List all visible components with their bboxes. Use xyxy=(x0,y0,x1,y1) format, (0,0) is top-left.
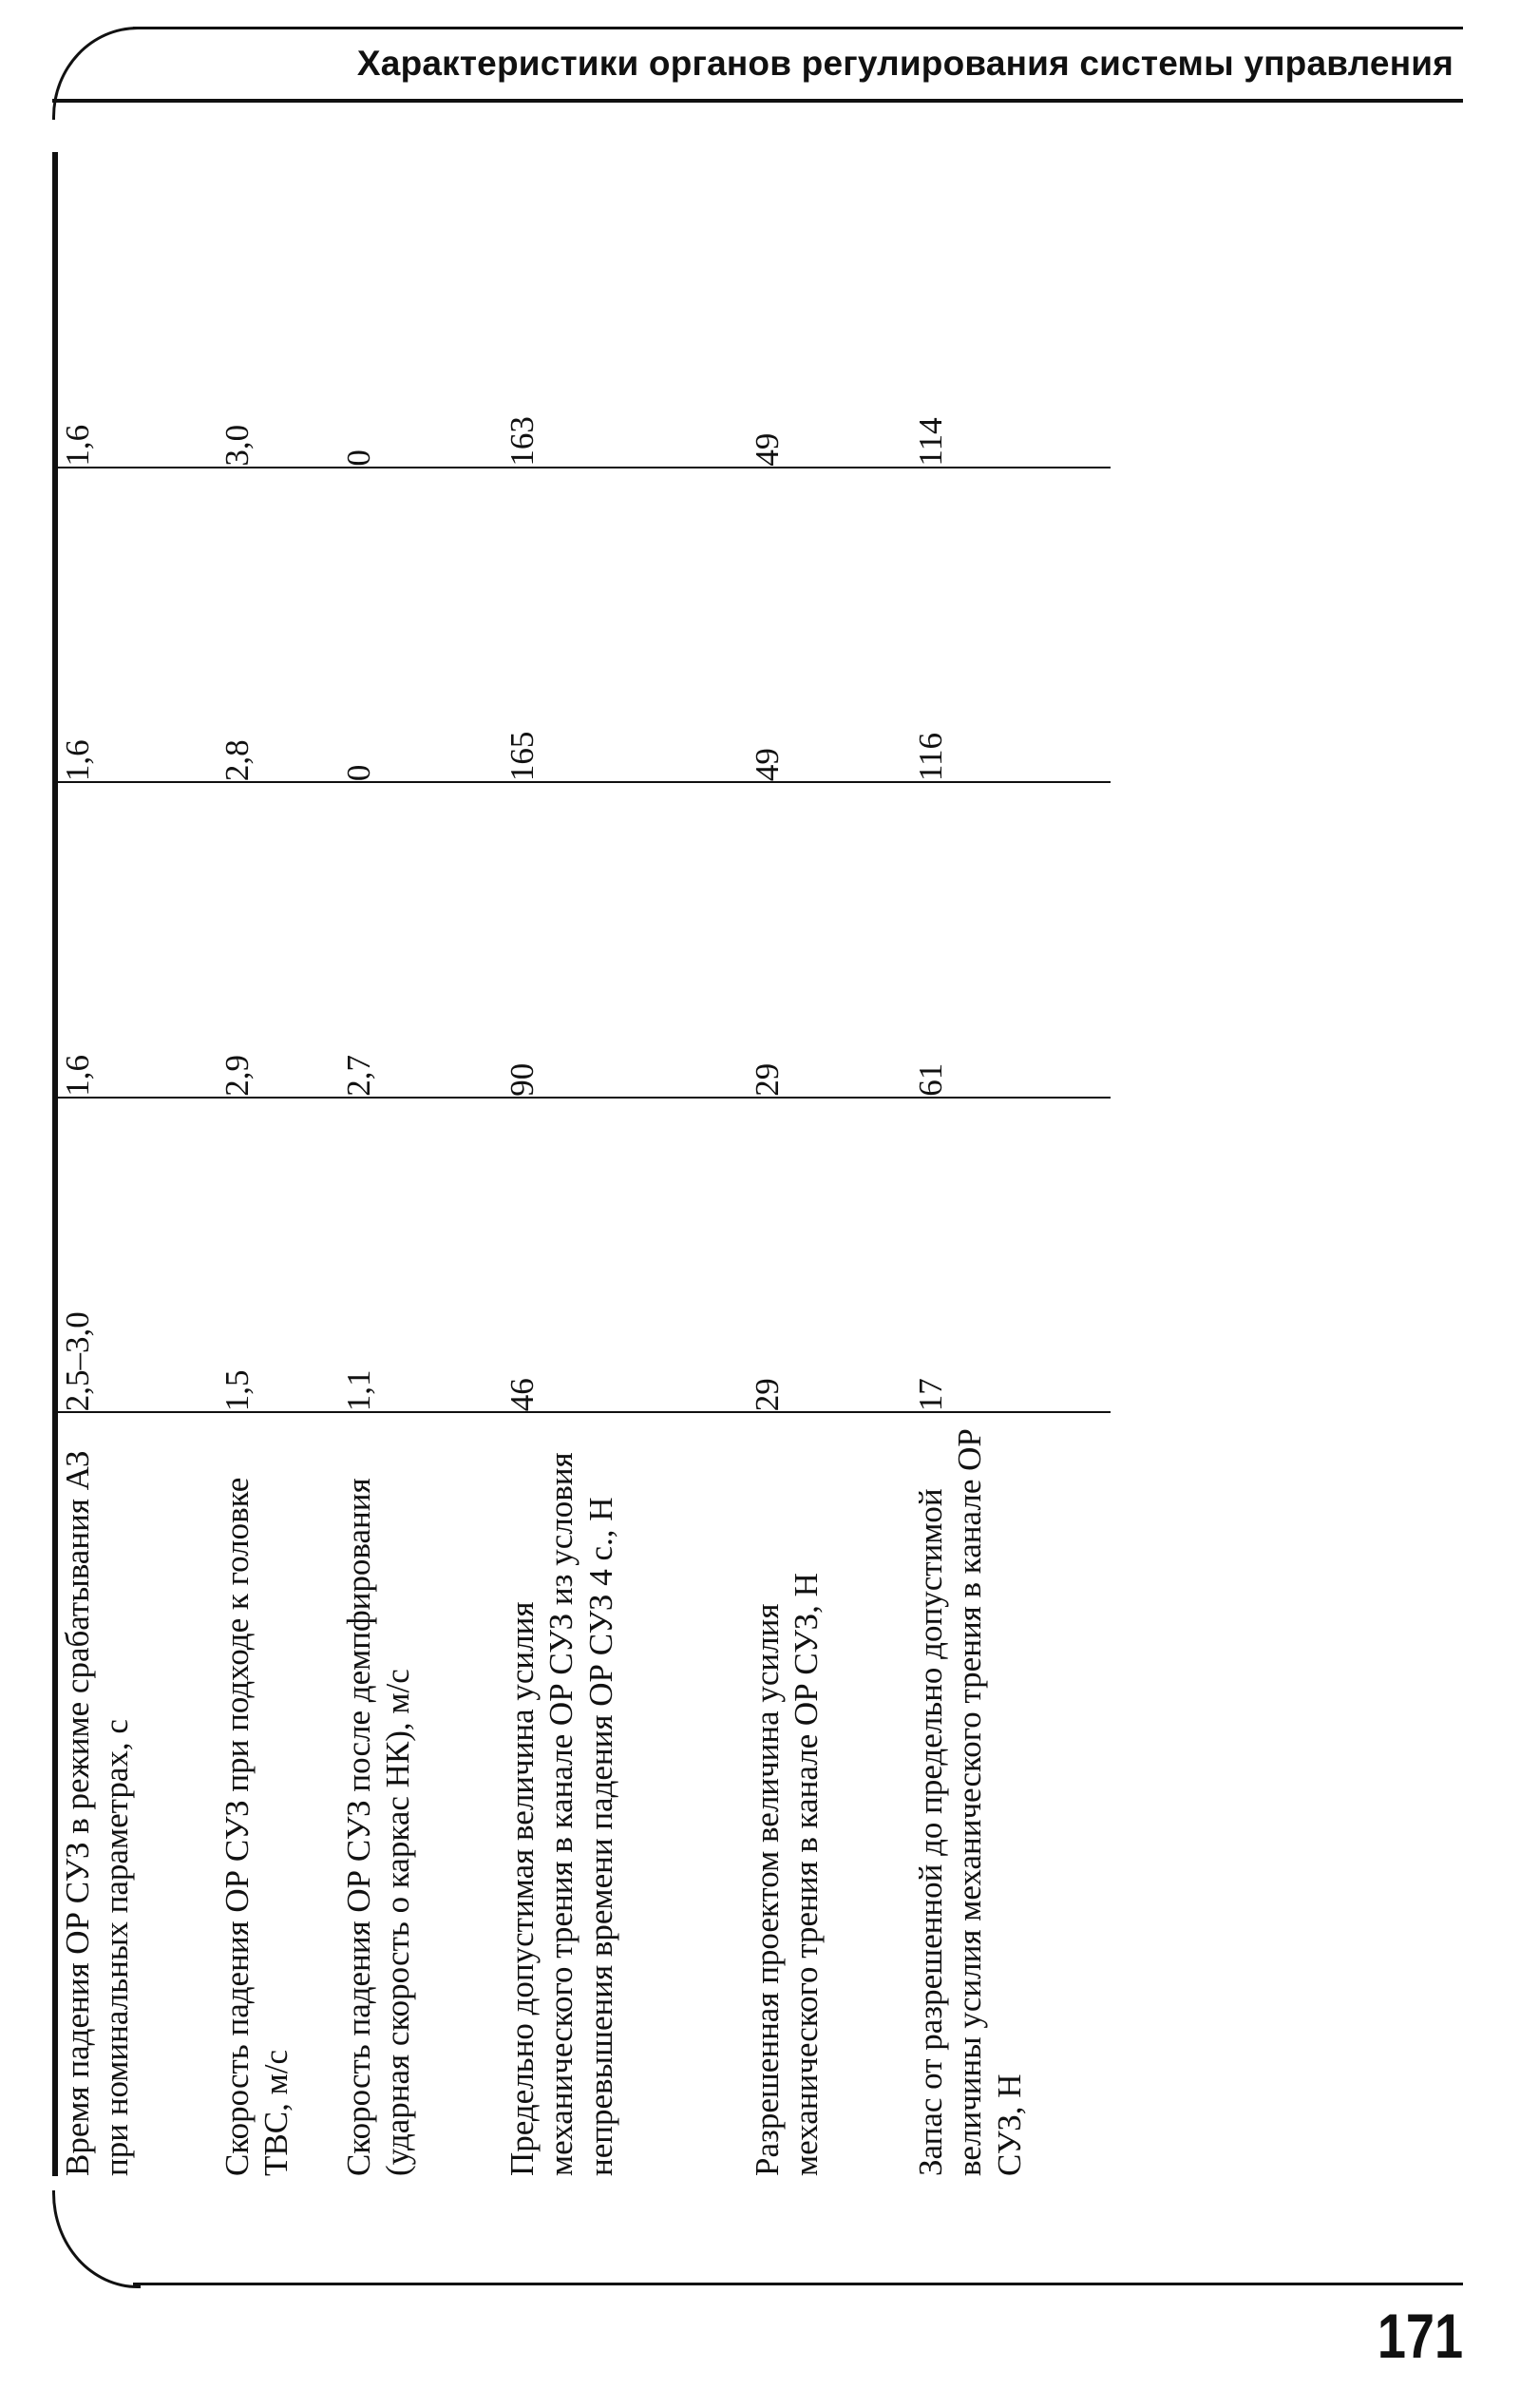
table-cell: 2,5–3,0 xyxy=(55,1098,218,1413)
table-cell: 114 xyxy=(911,152,1111,468)
table-row xyxy=(503,152,748,2176)
table-cell: 1,6 xyxy=(55,152,218,468)
table-row xyxy=(55,152,218,2176)
row-label: Время падения ОР СУЗ в режиме срабатывания АЗ при номинальных параметрах, с xyxy=(55,1412,218,2176)
row-label: Запас от разрешенной до предельно допустимой величины усилия механического трения в канале ОР СУЗ, Н xyxy=(912,1428,1028,2176)
table-cell: 1,6 xyxy=(55,468,218,783)
table-cell: 1,1 xyxy=(339,1098,503,1413)
row-label: Скорость падения ОР СУЗ при подходе к головке ТВС, м/с xyxy=(218,1477,295,2176)
table-row xyxy=(911,152,1111,2176)
table-row xyxy=(748,152,911,2176)
rotated-table-container xyxy=(52,152,1121,2176)
table-cell: 0 xyxy=(339,152,503,468)
header-bottom-rule xyxy=(52,99,1463,103)
running-header-title: Характеристики органов регулирования системы управления xyxy=(356,44,1454,83)
header-corner-arc xyxy=(52,27,141,120)
table-cell: 29 xyxy=(748,782,911,1098)
table-cell: 165 xyxy=(503,468,748,783)
footer-rule xyxy=(133,2283,1463,2285)
characteristics-table xyxy=(52,152,1111,2176)
table-cell: 46 xyxy=(503,1098,748,1413)
row-label: Предельно допустимая величина усилия механического трения в канале ОР СУЗ из условия непревышения времени падения ОР СУЗ 4 с., Н xyxy=(504,1452,619,2176)
row-label: Разрешенная проектом величина усилия механического трения в канале ОР СУЗ, Н xyxy=(749,1573,826,2176)
table-row xyxy=(339,152,503,2176)
table-cell: 163 xyxy=(503,152,748,468)
table-cell: 116 xyxy=(911,468,1111,783)
table-row xyxy=(218,152,339,2176)
table-cell: 90 xyxy=(503,782,748,1098)
table-cell: 0 xyxy=(339,468,503,783)
table-cell: 2,9 xyxy=(218,782,339,1098)
table-cell: 2,7 xyxy=(339,782,503,1098)
header-top-rule xyxy=(133,27,1463,29)
table-cell: 61 xyxy=(911,782,1111,1098)
page-number: 171 xyxy=(1377,2301,1463,2371)
table-cell: 1,6 xyxy=(55,782,218,1098)
table-cell: 2,8 xyxy=(218,468,339,783)
table-cell: 1,5 xyxy=(218,1098,339,1413)
table-cell: 3,0 xyxy=(218,152,339,468)
table-cell: 49 xyxy=(748,468,911,783)
table-cell: 29 xyxy=(748,1098,911,1413)
table-cell: 17 xyxy=(911,1098,1111,1413)
footer-corner-arc xyxy=(52,2190,141,2288)
table-cell: 49 xyxy=(748,152,911,468)
row-label: Скорость падения ОР СУЗ после демпфирования (ударная скорость о каркас НК), м/с xyxy=(340,1478,417,2176)
